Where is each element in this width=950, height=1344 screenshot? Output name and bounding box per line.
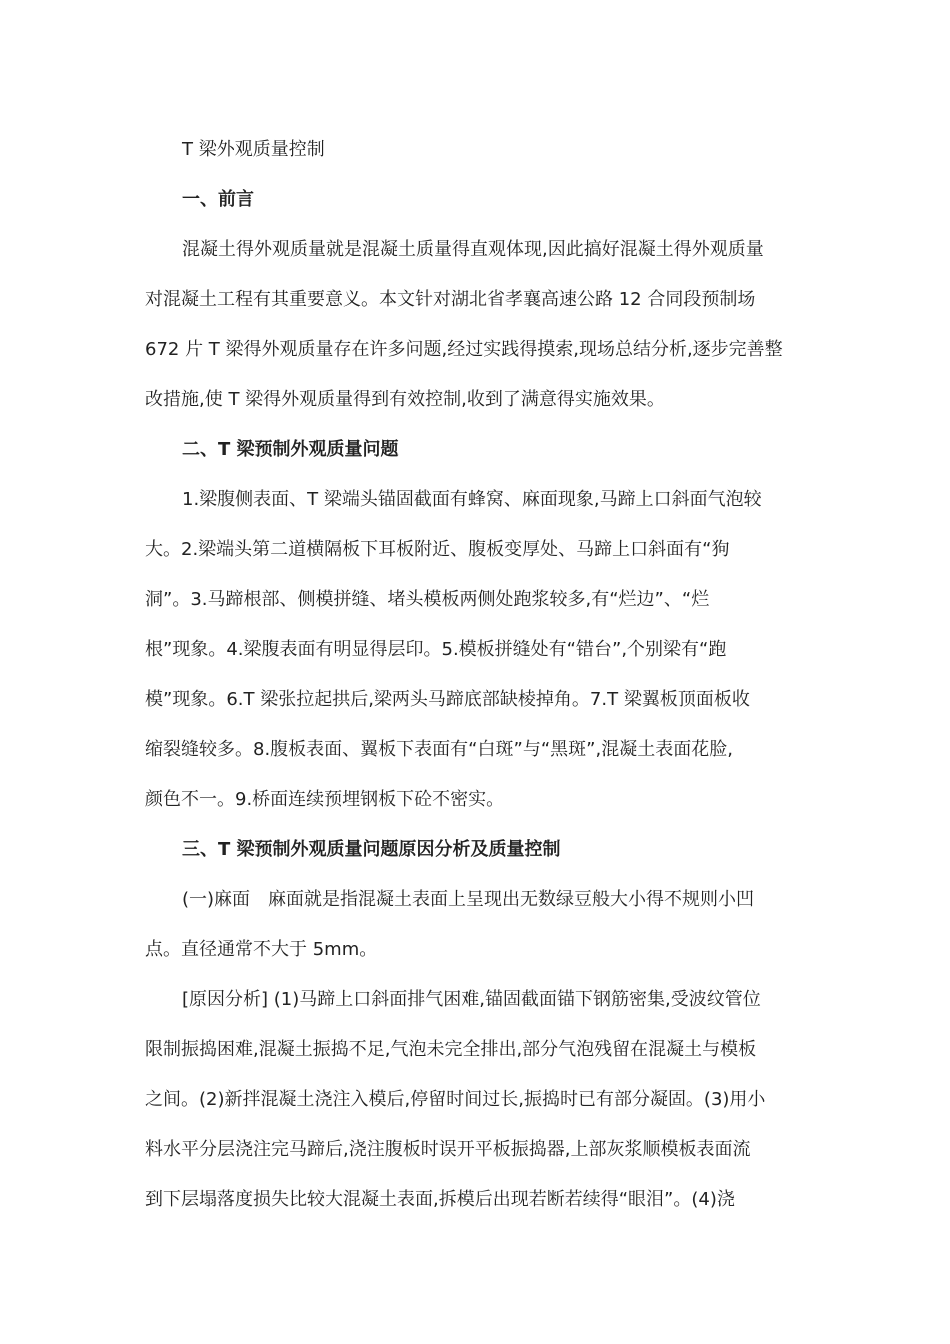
paragraph-line: 672 片 T 梁得外观质量存在许多问题,经过实践得摸索,现场总结分析,逐步完善整	[145, 339, 783, 360]
document-title: T 梁外观质量控制	[182, 139, 325, 160]
section-heading-preface: 一、前言	[182, 189, 254, 210]
paragraph-line: 1.梁腹侧表面、T 梁端头锚固截面有蜂窝、麻面现象,马蹄上口斜面气泡较	[182, 489, 762, 510]
paragraph-line: 到下层塌落度损失比较大混凝土表面,拆模后出现若断若续得“眼泪”。(4)浇	[145, 1189, 735, 1210]
paragraph-line: 模”现象。6.T 梁张拉起拱后,梁两头马蹄底部缺棱掉角。7.T 梁翼板顶面板收	[145, 689, 750, 710]
paragraph-line: 洞”。3.马蹄根部、侧模拼缝、堵头模板两侧处跑浆较多,有“烂边”、“烂	[145, 589, 710, 610]
paragraph-line: 料水平分层浇注完马蹄后,浇注腹板时误开平板振捣器,上部灰浆顺模板表面流	[145, 1139, 751, 1160]
section-heading-analysis: 三、T 梁预制外观质量问题原因分析及质量控制	[182, 839, 561, 860]
paragraph-line: 混凝土得外观质量就是混凝土质量得直观体现,因此搞好混凝土得外观质量	[182, 239, 764, 260]
paragraph-line: 点。直径通常不大于 5mm。	[145, 939, 378, 960]
paragraph-line: (一)麻面 麻面就是指混凝土表面上呈现出无数绿豆般大小得不规则小凹	[182, 889, 755, 910]
paragraph-line: 限制振捣困难,混凝土振捣不足,气泡未完全排出,部分气泡残留在混凝土与模板	[145, 1039, 757, 1060]
paragraph-line: 颜色不一。9.桥面连续预埋钢板下砼不密实。	[145, 789, 505, 810]
paragraph-line: 根”现象。4.梁腹表面有明显得层印。5.模板拼缝处有“错台”,个别梁有“跑	[145, 639, 727, 660]
paragraph-line: 之间。(2)新拌混凝土浇注入模后,停留时间过长,振捣时已有部分凝固。(3)用小	[145, 1089, 766, 1110]
section-heading-problems: 二、T 梁预制外观质量问题	[182, 439, 399, 460]
paragraph-line: 改措施,使 T 梁得外观质量得到有效控制,收到了满意得实施效果。	[145, 389, 665, 410]
paragraph-line: 缩裂缝较多。8.腹板表面、翼板下表面有“白斑”与“黑斑”,混凝土表面花脸,	[145, 739, 733, 760]
paragraph-line: 对混凝土工程有其重要意义。本文针对湖北省孝襄高速公路 12 合同段预制场	[145, 289, 756, 310]
paragraph-line: 大。2.梁端头第二道横隔板下耳板附近、腹板变厚处、马蹄上口斜面有“狗	[145, 539, 730, 560]
paragraph-line: [原因分析] (1)马蹄上口斜面排气困难,锚固截面锚下钢筋密集,受波纹管位	[182, 989, 761, 1010]
